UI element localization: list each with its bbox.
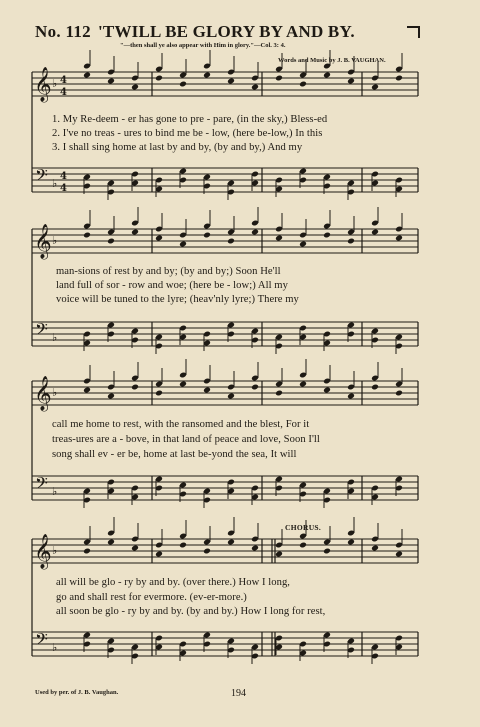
hymn-number: No. 112 bbox=[35, 22, 91, 41]
note-head bbox=[107, 539, 115, 546]
note-head bbox=[83, 72, 91, 79]
page-number: 194 bbox=[231, 688, 246, 699]
treble-clef: 𝄞 bbox=[34, 224, 52, 259]
note-head bbox=[203, 232, 211, 239]
lyric-s4-verse3: all soon be glo - ry by and by. (by and by.) How I long for rest, bbox=[56, 606, 326, 617]
note-head bbox=[227, 238, 235, 245]
flat-sign: ♭ bbox=[52, 177, 58, 190]
note-head bbox=[347, 539, 355, 546]
note-head bbox=[227, 539, 235, 546]
flat-sign: ♭ bbox=[52, 234, 58, 247]
note-head bbox=[371, 84, 379, 91]
lyric-s3-verse1: call me home to rest, with the ransomed and the blest, For it bbox=[52, 419, 310, 430]
note-head bbox=[131, 229, 139, 236]
lyric-s3-verse2: treas-ures are a - bove, in that land of peace and love, Soon I'll bbox=[52, 434, 320, 445]
note-head bbox=[251, 84, 259, 91]
note-head bbox=[323, 548, 331, 555]
treble-clef: 𝄞 bbox=[34, 67, 52, 102]
note-head bbox=[203, 72, 211, 79]
note-head bbox=[371, 545, 379, 552]
flat-sign: ♭ bbox=[52, 386, 58, 399]
bass-staff bbox=[32, 168, 418, 192]
lyric-s3-verse3: song shall ev - er be, home at last be-yond the sea, It will bbox=[52, 449, 297, 460]
note-head bbox=[155, 235, 163, 242]
chorus-label: CHORUS. bbox=[285, 523, 322, 532]
lyric-s2-verse2: land full of sor - row and woe; (here be - low;) All my bbox=[56, 280, 288, 291]
note-head bbox=[179, 241, 187, 248]
bass-clef: 𝄢 bbox=[35, 319, 48, 343]
lyric-s4-verse1: all will be glo - ry by and by. (over there.) How I long, bbox=[56, 577, 290, 588]
note-head bbox=[275, 390, 283, 397]
note-head bbox=[299, 81, 307, 88]
note-head bbox=[395, 390, 403, 397]
bass-clef: 𝄢 bbox=[35, 629, 48, 653]
note-head bbox=[179, 81, 187, 88]
treble-staff bbox=[32, 229, 418, 253]
note-head bbox=[107, 393, 115, 400]
note-head bbox=[179, 542, 187, 549]
flat-sign: ♭ bbox=[52, 641, 58, 654]
flat-sign: ♭ bbox=[52, 485, 58, 498]
treble-clef: 𝄞 bbox=[34, 376, 52, 411]
note-head bbox=[275, 75, 283, 82]
note-head bbox=[371, 384, 379, 391]
note-head bbox=[131, 84, 139, 91]
note-head bbox=[275, 235, 283, 242]
note-head bbox=[251, 229, 259, 236]
composer-credit: Words and Music by J. B. VAUGHAN. bbox=[278, 57, 386, 64]
note-head bbox=[395, 235, 403, 242]
note-head bbox=[251, 384, 259, 391]
note-head bbox=[107, 238, 115, 245]
note-head bbox=[395, 551, 403, 558]
note-head bbox=[347, 238, 355, 245]
note-head bbox=[323, 72, 331, 79]
lyric-s2-verse3: voice will be tuned to the lyre; (heav'nly lyre;) There my bbox=[56, 294, 299, 305]
note-head bbox=[227, 78, 235, 85]
note-head bbox=[347, 393, 355, 400]
hymn-title: 'TWILL BE GLORY BY AND BY. bbox=[98, 22, 355, 41]
lyric-s1-verse1: 1. My Re-deem - er has gone to pre - pare, (in the sky,) Bless-ed bbox=[52, 114, 328, 125]
lyric-s1-verse3: 3. I shall sing home at last by and by, (by and by,) And my bbox=[52, 142, 303, 153]
note-head bbox=[83, 387, 91, 394]
note-head bbox=[155, 75, 163, 82]
note-head bbox=[323, 387, 331, 394]
note-head bbox=[395, 75, 403, 82]
bass-staff bbox=[32, 476, 418, 500]
note-head bbox=[275, 551, 283, 558]
lyric-s1-verse2: 2. I've no treas - ures to bind me be - low, (here be-low,) In this bbox=[52, 128, 323, 139]
note-head bbox=[83, 232, 91, 239]
note-head bbox=[203, 387, 211, 394]
time-signature: 4 bbox=[60, 183, 67, 194]
treble-clef: 𝄞 bbox=[34, 534, 52, 569]
note-head bbox=[299, 241, 307, 248]
permission-note: Used by per. of J. B. Vaughan. bbox=[35, 689, 119, 696]
note-head bbox=[347, 78, 355, 85]
treble-staff bbox=[32, 381, 418, 405]
note-head bbox=[323, 232, 331, 239]
flat-sign: ♭ bbox=[52, 77, 58, 90]
bass-clef: 𝄢 bbox=[35, 473, 48, 497]
treble-staff bbox=[32, 72, 418, 96]
lyric-s4-verse2: go and shall rest for evermore. (ev-er-more.) bbox=[56, 592, 247, 603]
note-head bbox=[179, 381, 187, 388]
note-head bbox=[299, 542, 307, 549]
note-head bbox=[131, 545, 139, 552]
flat-sign: ♭ bbox=[52, 544, 58, 557]
note-head bbox=[155, 390, 163, 397]
note-head bbox=[131, 384, 139, 391]
scripture-quote: "—then shall ye also appear with Him in glory."—Col. 3: 4. bbox=[120, 42, 286, 49]
note-head bbox=[371, 229, 379, 236]
flat-sign: ♭ bbox=[52, 331, 58, 344]
note-head bbox=[203, 548, 211, 555]
time-signature: 4 bbox=[60, 171, 67, 182]
bass-clef: 𝄢 bbox=[35, 165, 48, 189]
time-signature: 4 bbox=[60, 75, 67, 86]
note-head bbox=[155, 551, 163, 558]
note-head bbox=[83, 548, 91, 555]
lyric-s2-verse1: man-sions of rest by and by; (by and by;) Soon He'll bbox=[56, 266, 281, 277]
note-head bbox=[227, 393, 235, 400]
note-head bbox=[107, 78, 115, 85]
note-head bbox=[299, 381, 307, 388]
time-signature: 4 bbox=[60, 87, 67, 98]
note-head bbox=[251, 545, 259, 552]
